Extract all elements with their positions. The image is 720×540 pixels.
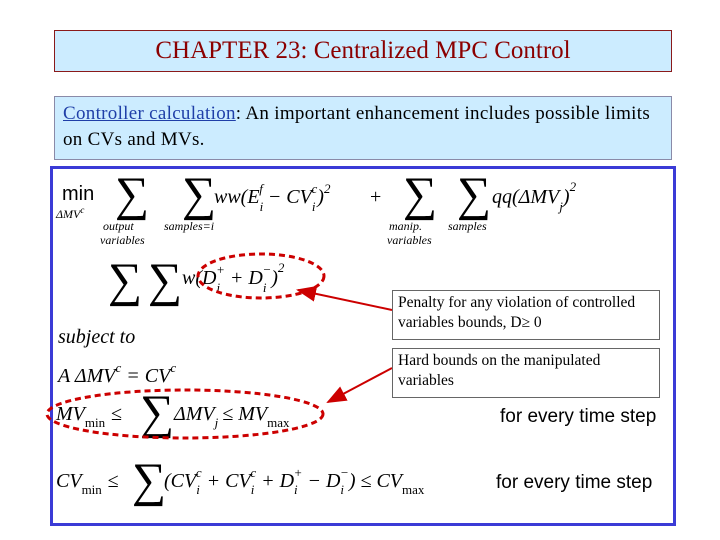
callout-hard-bounds [392,348,660,398]
objective-term-1: $ww(E_if - CV_ic)^2$ [214,181,331,214]
sum-constraint-3: ∑ [132,454,167,507]
callout-penalty [392,290,660,340]
sum-label-samples-i: samples=i [164,219,215,233]
callout-penalty-text: Penalty for any violation of controlled variables bounds, D≥ 0 [398,294,636,331]
constraint-3-left: $CV_{min}$ ≤ [56,470,119,497]
min-operator: min [62,183,95,205]
sum-label-samples: samples [448,219,487,233]
constraint-3-note: for every time step [496,472,653,493]
sum-label-manip: manip. [389,219,422,233]
callout-arrow-bounds [328,368,392,402]
sum-label-variables: variables [100,233,145,247]
penalty-row [108,254,324,307]
constraint-2-right: $\Delta MV_j \le MV_{max}$ [174,403,290,430]
constraint-2-note: for every time step [500,406,657,427]
constraint-2-left: $MV_{min}$ ≤ [56,403,123,430]
min-subscript: ΔMV$^c$ [56,205,85,221]
sum-manip-variables: ∑ [403,168,438,221]
objective-term-2: $qq(\Delta MV_j)^2$ [492,179,577,214]
sum-constraint-2: ∑ [140,386,175,439]
slide-title-text: CHAPTER 23: Centralized MPC Control [155,37,571,64]
sum-penalty-1: ∑ [108,254,143,307]
callout-hard-bounds-text: Hard bounds on the manipulated variables [398,352,601,389]
intro-highlight: Controller calculation [63,103,236,124]
subject-to-label: subject to [58,326,136,348]
constraint-1: A $\Delta MV^c = CV^c$ [58,360,177,387]
sum-label-manip-variables: variables [387,233,432,247]
constraint-3-right: $(CV_ic + CV_ic + D_i+ - D_i-) \le CV_{max}$ [164,465,425,497]
objective-row [55,168,577,247]
intro-text: : An important enhancement includes possible limits on CVs and MVs. [63,103,651,150]
constraint-3 [56,454,652,507]
sum-samples: ∑ [182,168,217,221]
sum-label-output: output [103,219,134,233]
sum-output-variables: ∑ [115,168,150,221]
callout-arrow-penalty [298,290,392,310]
penalty-term: $w(D_i+ + D_i-)^2$ [182,260,285,295]
sum-penalty-2: ∑ [148,254,183,307]
sum-samples-2: ∑ [457,168,492,221]
plus-sign: + [370,186,382,208]
